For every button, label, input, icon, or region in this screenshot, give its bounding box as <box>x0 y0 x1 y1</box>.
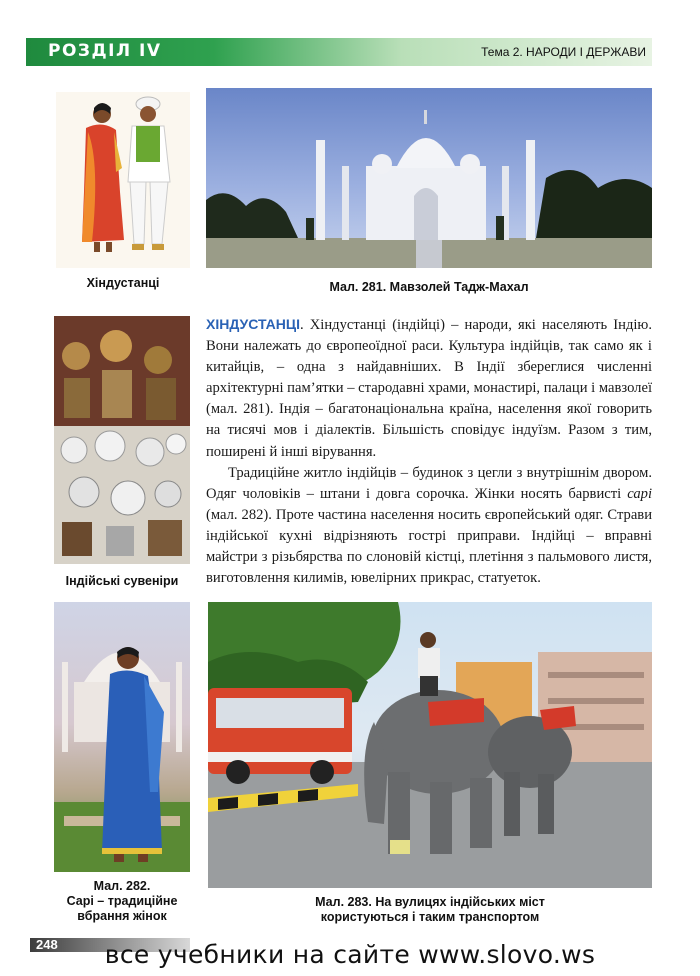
sari-caption-line-3: вбрання жінок <box>77 909 167 923</box>
section-label: РОЗДІЛ IV <box>48 41 162 61</box>
elephants-caption-line-1: Мал. 283. На вулицях індійських міст <box>315 895 545 909</box>
chapter-header <box>26 38 652 66</box>
taj-mahal-photo <box>206 88 652 268</box>
elephants-caption-line-2: користуються і таким транспортом <box>320 910 540 924</box>
hindustani-caption: Хіндустанці <box>86 276 160 290</box>
elephants-photo <box>208 602 652 888</box>
topic-label: Тема 2. НАРОДИ І ДЕРЖАВИ <box>481 45 646 59</box>
taj-mahal-caption: Мал. 281. Мавзолей Тадж-Махал <box>329 280 529 294</box>
paragraph-1 <box>206 314 652 463</box>
sari-caption-line-2: Сарі – традиційне <box>66 894 178 908</box>
paragraph-2 <box>206 463 652 590</box>
article-text <box>206 314 652 589</box>
souvenirs-photo <box>54 316 190 564</box>
page-number: 248 <box>36 937 58 952</box>
section-lead: ХІНДУСТАНЦІ <box>206 316 300 332</box>
souvenirs-caption: Індійські сувеніри <box>65 574 179 588</box>
paragraph-2-text-a: Традиційне житло індійців – будинок з цегли з внутрішнім двором. Одяг чоловіків – штани і довга сорочка. Жінки носять барвисті <box>206 464 652 502</box>
sari-photo <box>54 602 190 872</box>
sari-caption-line-1: Мал. 282. <box>93 879 151 893</box>
elephants-caption <box>208 895 652 925</box>
sari-caption <box>48 879 196 924</box>
paragraph-1-text: . Хіндустанці (індійці) – народи, які населяють Індію. Вони належать до європеоїдної раси. Культура індійців, так само як і китайців, – одна з найдавніших. В Індії збереглися численні архітектурні пам’ятки – стародавні храми, монастирі, палаци і мавзолеї (мал. 281). Індія – багатонаціональна країна, населення якої говорить на тисячі мов і діалектів. Більшість сповідує індуїзм. Разом з тим, поширені й інші вірування. <box>206 317 652 460</box>
sari-term: сарі <box>627 485 652 502</box>
footer-watermark-text: все учебники на сайте www.slovo.ws <box>104 940 596 969</box>
paragraph-2-text-b: (мал. 282). Проте частина населення носить європейський одяг. Страви індійської кухні відрізняють гострі приправи. Індійці – вправні майстри з різьбярства по слоновій кістці, плетіння з пальмового листя, виготовлення килимів, ювелірних прикрас, статуеток. <box>206 506 652 587</box>
hindustani-illustration <box>56 92 190 268</box>
